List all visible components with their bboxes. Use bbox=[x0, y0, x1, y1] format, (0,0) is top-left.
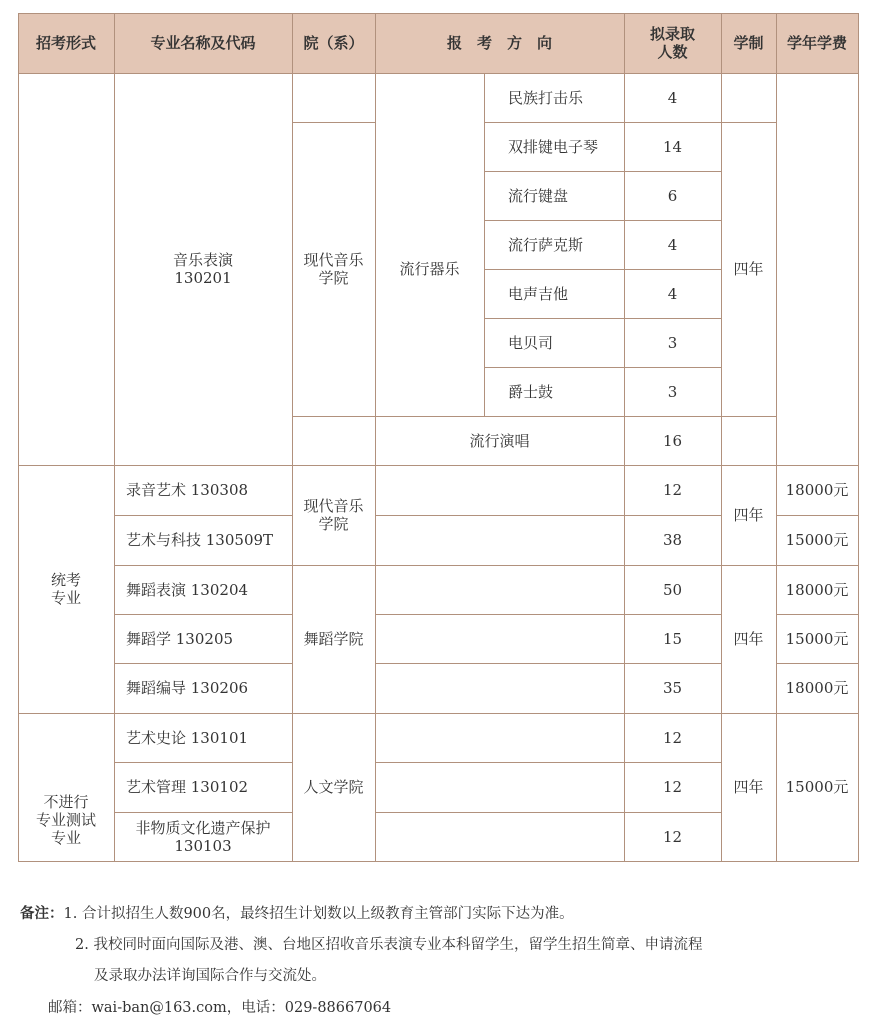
quota-pop-vocal: 16 bbox=[624, 416, 721, 465]
major-art-management: 艺术管理 130102 bbox=[114, 762, 292, 812]
fee-recording: 18000元 bbox=[776, 465, 858, 515]
quota-art-management: 12 bbox=[624, 762, 721, 812]
quota-art-history: 12 bbox=[624, 713, 721, 762]
quota-jazz-drum: 3 bbox=[624, 367, 721, 416]
direction-bass: 电贝司 bbox=[484, 318, 624, 367]
quota-ethnic-percussion: 4 bbox=[624, 73, 721, 122]
major-art-tech: 艺术与科技 130509T bbox=[114, 515, 292, 565]
major-dance-studies: 舞蹈学 130205 bbox=[114, 614, 292, 663]
major-heritage: 非物质文化遗产保护 130103 bbox=[114, 812, 292, 861]
fee-dance-performance: 18000元 bbox=[776, 565, 858, 614]
direction-jazz-drum: 爵士鼓 bbox=[484, 367, 624, 416]
quota-bass: 3 bbox=[624, 318, 721, 367]
fee-choreography: 18000元 bbox=[776, 663, 858, 713]
dept-dance-school: 舞蹈学院 bbox=[292, 565, 375, 713]
quota-choreography: 35 bbox=[624, 663, 721, 713]
header-direction: 报 考 方 向 bbox=[375, 13, 624, 73]
direction-pop-vocal: 流行演唱 bbox=[375, 416, 624, 465]
quota-recording: 12 bbox=[624, 465, 721, 515]
major-art-history: 艺术史论 130101 bbox=[114, 713, 292, 762]
direction-pop-sax: 流行萨克斯 bbox=[484, 220, 624, 269]
dept-modern-music-2: 现代音乐 学院 bbox=[292, 465, 375, 565]
direction-dual-keyboard: 双排键电子琴 bbox=[484, 122, 624, 171]
note-item-2a: 2. 我校同时面向国际及港、澳、台地区招收音乐表演专业本科留学生，留学生招生简章、申请流程 bbox=[75, 937, 703, 953]
quota-pop-sax: 4 bbox=[624, 220, 721, 269]
fee-dance-studies: 15000元 bbox=[776, 614, 858, 663]
quota-heritage: 12 bbox=[624, 812, 721, 861]
quota-dual-keyboard: 14 bbox=[624, 122, 721, 171]
direction-pop-keyboard: 流行键盘 bbox=[484, 171, 624, 220]
duration-dance-school: 四年 bbox=[721, 565, 776, 713]
direction-electric-guitar: 电声吉他 bbox=[484, 269, 624, 318]
contact-info: 邮箱：wai-ban@163.com，电话：029-88667064 bbox=[48, 1000, 392, 1016]
duration-music-performance: 四年 bbox=[721, 122, 776, 416]
duration-modern-music-2: 四年 bbox=[721, 465, 776, 565]
header-form: 招考形式 bbox=[18, 13, 114, 73]
note-item-2b: 及录取办法详询国际合作与交流处。 bbox=[94, 968, 326, 984]
fee-humanities: 15000元 bbox=[776, 713, 858, 861]
duration-humanities: 四年 bbox=[721, 713, 776, 861]
quota-dance-studies: 15 bbox=[624, 614, 721, 663]
quota-pop-keyboard: 6 bbox=[624, 171, 721, 220]
direction-pop-instruments: 流行器乐 bbox=[375, 122, 484, 416]
form-no-test: 不进行 专业测试 专业 bbox=[18, 713, 114, 861]
direction-ethnic-percussion: 民族打击乐 bbox=[484, 73, 624, 122]
major-choreography: 舞蹈编导 130206 bbox=[114, 663, 292, 713]
quota-art-tech: 38 bbox=[624, 515, 721, 565]
quota-electric-guitar: 4 bbox=[624, 269, 721, 318]
music-performance-major: 音乐表演 130201 bbox=[114, 73, 292, 465]
header-duration: 学制 bbox=[721, 13, 776, 73]
quota-dance-performance: 50 bbox=[624, 565, 721, 614]
form-unified-exam: 统考 专业 bbox=[18, 465, 114, 713]
dept-humanities: 人文学院 bbox=[292, 713, 375, 861]
header-quota: 拟录取 人数 bbox=[624, 13, 721, 73]
header-fee: 学年学费 bbox=[776, 13, 858, 73]
major-dance-performance: 舞蹈表演 130204 bbox=[114, 565, 292, 614]
fee-art-tech: 15000元 bbox=[776, 515, 858, 565]
major-recording: 录音艺术 130308 bbox=[114, 465, 292, 515]
note-item-1: 1. 合计拟招生人数900名，最终招生计划数以上级教育主管部门实际下达为准。 bbox=[63, 906, 574, 922]
header-dept: 院（系） bbox=[292, 13, 375, 73]
notes-label: 备注： bbox=[20, 906, 64, 922]
dept-modern-music: 现代音乐 学院 bbox=[292, 122, 375, 416]
header-major: 专业名称及代码 bbox=[114, 13, 292, 73]
